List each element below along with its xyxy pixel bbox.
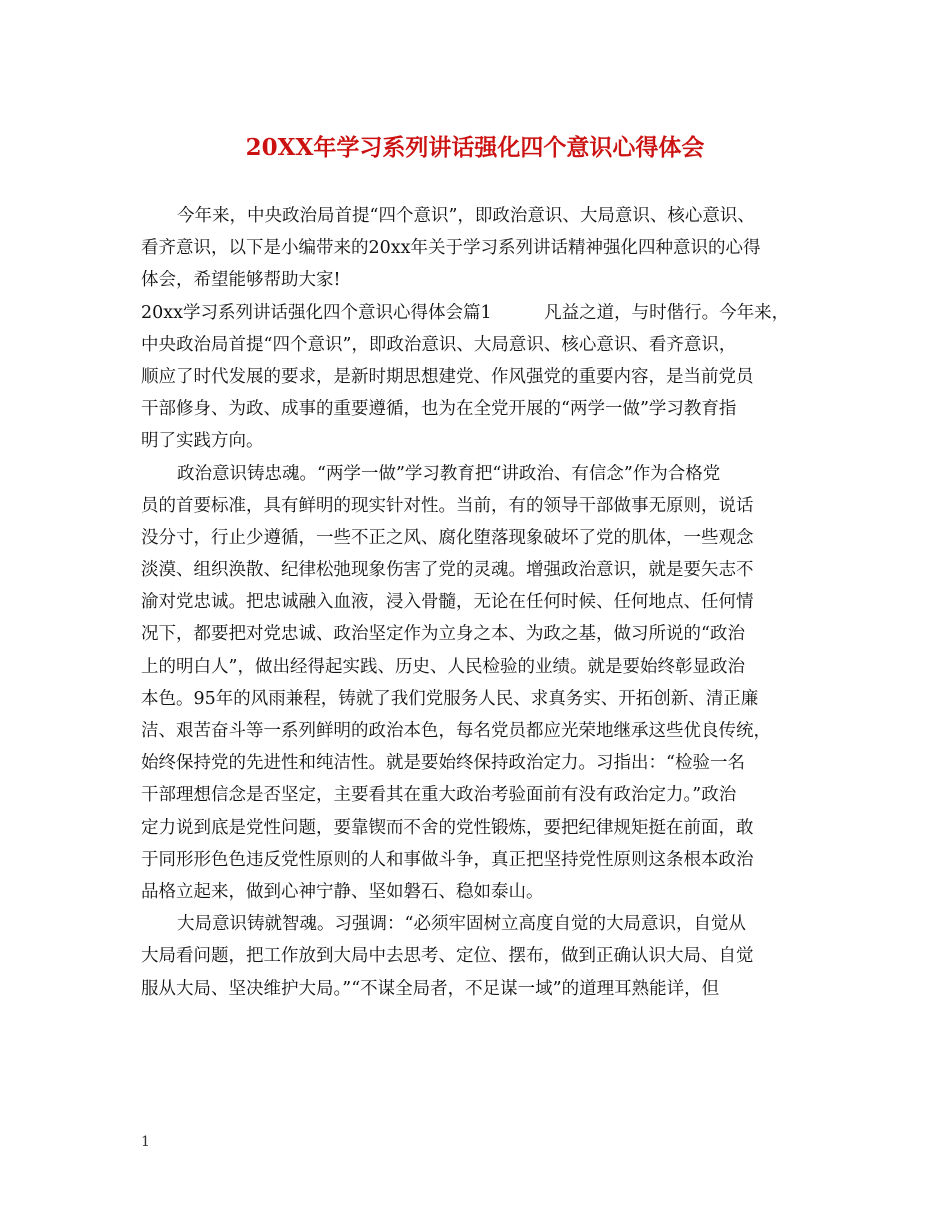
text-line: 品格立起来，做到心神宁静、坚如磐石、稳如泰山。 <box>141 881 544 902</box>
text-line: 20xx学习系列讲话强化四个意识心得体会篇1 凡益之道，与时偕行。今年来， <box>141 302 790 323</box>
text-line: 今年来，中央政治局首提“四个意识”，即政治意识、大局意识、核心意识、 <box>177 206 755 226</box>
text-line: 干部修身、为政、成事的重要遵循，也为在全党开展的“两学一做”学习教育指 <box>141 399 737 420</box>
text-line: 洁、艰苦奋斗等一系列鲜明的政治本色，每名党员都应光荣地继承这些优良传统， <box>141 721 771 741</box>
text-line: 体会，希望能够帮助大家! <box>141 270 341 291</box>
text-line: 渝对党忠诚。把忠诚融入血液，浸入骨髓，无论在任何时候、任何地点、任何情 <box>141 592 754 613</box>
text-line: 干部理想信念是否坚定，主要看其在重大政治考验面前有没有政治定力。”政治 <box>141 785 737 806</box>
text-line: 于同形形色色违反党性原则的人和事做斗争，真正把坚持党性原则这条根本政治 <box>141 849 754 870</box>
page-number: 1 <box>141 1134 150 1150</box>
text-line: 本色。95年的风雨兼程，铸就了我们党服务人民、求真务实、开拓创新、清正廉 <box>141 688 759 709</box>
text-line: 政治意识铸忠魂。“两学一做”学习教育把“讲政治、有信念”作为合格党 <box>177 463 721 484</box>
document-body <box>141 200 821 1005</box>
text-line: 员的首要标准，具有鲜明的现实针对性。当前，有的领导干部做事无原则，说话 <box>141 495 754 516</box>
text-line: 服从大局、坚决维护大局。”“不谋全局者，不足谋一域”的道理耳熟能详，但 <box>141 978 720 999</box>
text-line: 中央政治局首提“四个意识”，即政治意识、大局意识、核心意识、看齐意识， <box>141 334 737 355</box>
text-line: 大局意识铸就智魂。习强调：“必须牢固树立高度自觉的大局意识，自觉从 <box>177 914 746 935</box>
text-line: 看齐意识，以下是小编带来的20xx年关于学习系列讲话精神强化四种意识的心得 <box>141 238 761 259</box>
text-line: 况下，都要把对党忠诚、政治坚定作为立身之本、为政之基，做习所说的“政治 <box>141 624 745 645</box>
text-line: 没分寸，行止少遵循，一些不正之风、腐化堕落现象破坏了党的肌体，一些观念 <box>141 527 754 548</box>
text-line: 淡漠、组织涣散、纪律松弛现象伤害了党的灵魂。增强政治意识，就是要矢志不 <box>141 560 754 581</box>
text-line: 顺应了时代发展的要求，是新时期思想建党、作风强党的重要内容，是当前党员 <box>141 366 754 387</box>
document-title: 20XX年学习系列讲话强化四个意识心得体会 <box>245 134 705 161</box>
text-line: 上的明白人”，做出经得起实践、历史、人民检验的业绩。就是要始终彰显政治 <box>141 656 745 677</box>
text-line: 定力说到底是党性问题，要靠锲而不舍的党性锻炼，要把纪律规矩挺在前面，敢 <box>141 817 754 838</box>
text-line: 明了实践方向。 <box>141 431 264 452</box>
text-line: 大局看问题，把工作放到大局中去思考、定位、摆布，做到正确认识大局、自觉 <box>141 946 754 967</box>
text-line: 始终保持党的先进性和纯洁性。就是要始终保持政治定力。习指出：“检验一名 <box>141 753 745 774</box>
